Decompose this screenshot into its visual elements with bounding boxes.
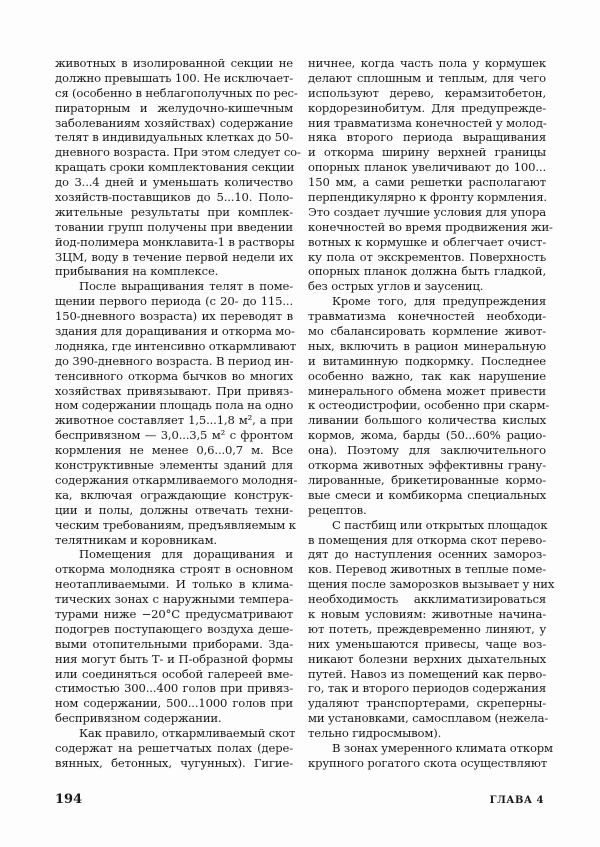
- text-line: ном содержании, 500...1000 голов при: [55, 696, 293, 711]
- text-line: вотных к кормушке и облегчает очист-: [308, 234, 546, 249]
- text-line: делают сплошным и теплым, для чего: [308, 70, 546, 85]
- text-line: ния травматизма конечностей у молод-: [308, 115, 547, 130]
- text-line: кордорезинобитум. Для предупрежде-: [308, 100, 546, 115]
- text-line: без острых углов и заусениц.: [308, 279, 484, 294]
- text-line: до 390-дневного возраста. В период ин-: [55, 353, 294, 368]
- text-line: необходимость акклиматизироваться: [308, 592, 546, 607]
- text-line: ся (особенно в неблагополучных по рес-: [55, 85, 298, 100]
- text-line: кращать сроки комплектования секции: [55, 160, 295, 175]
- text-line: ка, включая ограждающие конструк-: [55, 487, 293, 502]
- text-line: ния могут быть Т- и П-образной формы: [55, 651, 293, 666]
- text-line: до 3...4 дней и уменьшать количество: [55, 175, 293, 190]
- text-line: 150 мм, а сами решетки располагают: [308, 175, 546, 190]
- text-line: товании групп получены при введении: [55, 219, 293, 234]
- text-line: ных, включить в рацион минеральную: [308, 338, 546, 353]
- left-column: [55, 56, 301, 771]
- text-line: содержания откармливаемого молодня-: [55, 472, 298, 487]
- text-line: щении первого периода (с 20- до 115...: [55, 294, 293, 309]
- text-line: ков. Перевод животных в теплые поме-: [308, 562, 546, 577]
- right-column: [308, 56, 555, 771]
- text-line: удаляют транспортерами, скреперны-: [308, 696, 546, 711]
- text-line: Помещения для доращивания и: [79, 547, 293, 562]
- text-line: стимостью 300...400 голов при привяз-: [55, 681, 293, 696]
- text-line: заболеваниям хозяйствах) содержание: [55, 115, 293, 130]
- text-line: С пастбищ или открытых площадок: [332, 517, 548, 532]
- text-line: хозяйств-поставщиков до 5...10. Поло-: [55, 190, 293, 205]
- text-line: беспривязном содержании.: [55, 711, 222, 726]
- text-line: конструктивные элементы зданий для: [55, 458, 293, 473]
- text-line: опорных планок увеличивают до 100...: [308, 160, 546, 175]
- text-line: тических зонах с наружными темпера-: [55, 592, 293, 607]
- text-line: щения после заморозков вызывает у них: [308, 577, 555, 592]
- text-line: ничнее, когда часть пола у кормушек: [308, 56, 546, 70]
- text-line: ции и полы, должны отвечать техни-: [55, 502, 293, 517]
- text-line: мо сбалансировать кормление живот-: [308, 324, 546, 339]
- text-line: йод-полимера монклавита-1 в растворы: [55, 234, 295, 249]
- text-line: ЗЦМ, воду в течение первой недели их: [55, 249, 293, 264]
- text-line: турами ниже −20°С предусматривают: [55, 606, 293, 621]
- text-line: вянных, бетонных, чугунных). Гигие-: [55, 755, 293, 770]
- text-line: кормов, жома, барды (50...60% рацио-: [308, 428, 546, 443]
- text-line: в помещения для откорма скот перево-: [308, 532, 546, 547]
- text-line: дят до наступления осенних замороз-: [308, 547, 546, 562]
- text-line: хозяйствах привязывают. При привяз-: [55, 383, 293, 398]
- text-line: откорма животных эффективны грану-: [308, 458, 546, 473]
- text-line: беспривязном — 3,0...3,5 м² с фронтом: [55, 428, 293, 443]
- text-line: лодняка, где интенсивно откармливают: [55, 338, 297, 353]
- text-line: неотапливаемыми. И только в клима-: [55, 577, 293, 592]
- chapter-running-footer: ГЛАВА 4: [489, 795, 544, 806]
- text-line: перпендикулярно к фронту кормления.: [308, 190, 547, 205]
- text-line: особенно важно, так как нарушение: [308, 368, 546, 383]
- text-line: конечностей во время продвижения жи-: [308, 219, 553, 234]
- text-line: телятникам и коровникам.: [55, 532, 217, 547]
- text-line: ном содержании площадь пола на одно: [55, 398, 294, 413]
- text-line: травматизма конечностей необходи-: [308, 309, 546, 324]
- text-line: ми установками, самосплавом (нежела-: [308, 711, 549, 726]
- text-line: животное составляет 1,5...1,8 м², а при: [55, 413, 293, 428]
- text-line: путей. Навоз из помещений как перво-: [308, 666, 546, 681]
- text-line: крупного рогатого скота осуществляют: [308, 755, 548, 770]
- text-line: кормления не менее 0,6...0,7 м. Все: [55, 443, 293, 458]
- text-line: рецептов.: [308, 502, 367, 517]
- text-line: пираторным и желудочно-кишечным: [55, 100, 293, 115]
- text-line: к новым условиям: животные начина-: [308, 606, 546, 621]
- text-line: ливании большого количества кислых: [308, 413, 546, 428]
- text-line: животных в изолированной секции не: [55, 56, 293, 70]
- text-line: Это создает лучшие условия для упора: [308, 204, 546, 219]
- text-line: тенсивного откорма бычков во многих: [55, 368, 293, 383]
- text-line: Кроме того, для предупреждения: [332, 294, 546, 309]
- text-line: ку пола от экскрементов. Поверхность: [308, 249, 546, 264]
- text-line: минерального обмена может привести: [308, 383, 546, 398]
- text-line: и откорма ширину верхней границы: [308, 145, 546, 160]
- text-line: После выращивания телят в поме-: [79, 279, 293, 294]
- text-line: телят в индивидуальных клетках до 50-: [55, 130, 293, 145]
- text-line: никают болезни верхних дыхательных: [308, 651, 546, 666]
- text-line: вые смеси и комбикорма специальных: [308, 487, 546, 502]
- text-line: опорных планок должна быть гладкой,: [308, 264, 546, 279]
- text-line: к остеодистрофии, особенно при скарм-: [308, 398, 550, 413]
- text-line: подогрев поступающего воздуха деше-: [55, 621, 293, 636]
- text-line: откорма молодняка строят в основном: [55, 562, 293, 577]
- text-line: содержат на решетчатых полах (дере-: [55, 740, 293, 755]
- text-line: здания для доращивания и откорма мо-: [55, 324, 295, 339]
- page-number: 194: [55, 792, 83, 807]
- text-line: няка второго периода выращивания: [308, 130, 546, 145]
- text-line: и витаминную подкормку. Последнее: [308, 353, 546, 368]
- text-line: го, так и второго периодов содержания: [308, 681, 546, 696]
- text-line: В зонах умеренного климата откорм: [332, 740, 553, 755]
- text-line: ют потеть, преждевременно линяют, у: [308, 621, 546, 636]
- text-line: должно превышать 100. Не исключает-: [55, 70, 294, 85]
- text-line: жительные результаты при комплек-: [55, 204, 293, 219]
- text-line: 150-дневного возраста) их переводят в: [55, 309, 293, 324]
- text-line: выми отопительными приборами. Зда-: [55, 636, 293, 651]
- text-line: прибывания на комплексе.: [55, 264, 219, 279]
- text-line: Как правило, откармливаемый скот: [79, 726, 296, 741]
- text-line: или соединяться особой галереей вме-: [55, 666, 293, 681]
- text-line: используют дерево, керамзитобетон,: [308, 85, 546, 100]
- text-line: лированные, брикетированные кормо-: [308, 472, 546, 487]
- text-line: дневного возраста. При этом следует со-: [55, 145, 301, 160]
- text-line: ческим требованиям, предъявляемым к: [55, 517, 296, 532]
- text-line: тельно гидросмывом).: [308, 726, 442, 741]
- text-line: них уменьшаются привесы, чаще воз-: [308, 636, 546, 651]
- text-line: она). Поэтому для заключительного: [308, 443, 546, 458]
